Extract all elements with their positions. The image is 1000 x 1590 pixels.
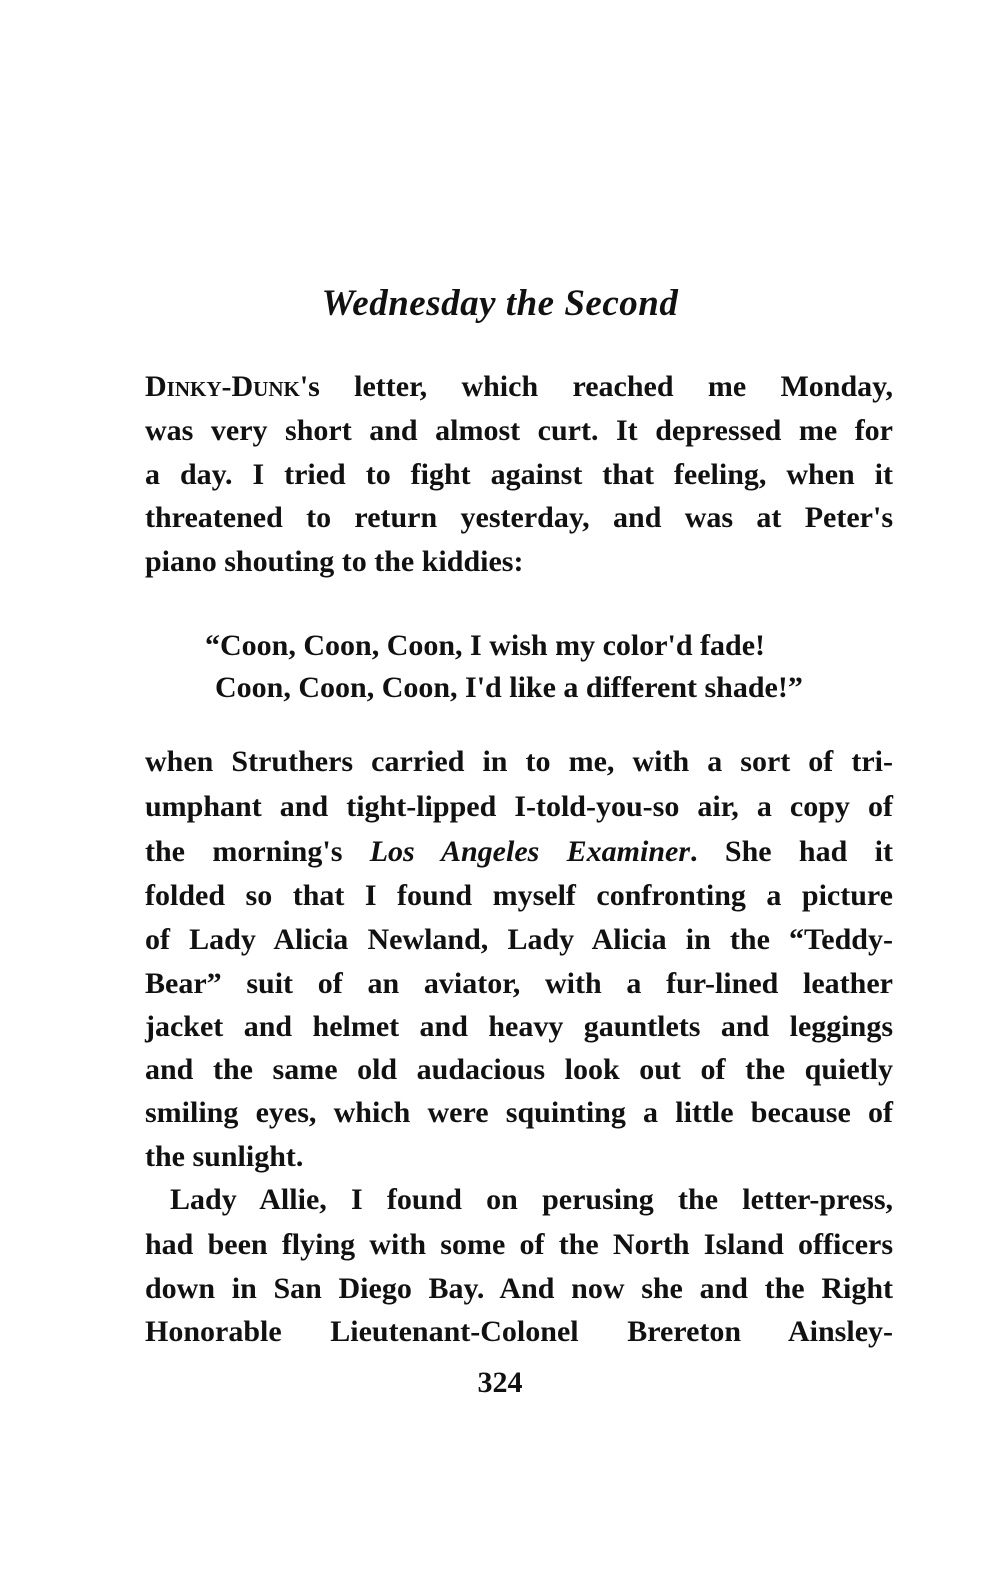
text-line: was very short and almost curt. It depressed me for bbox=[145, 414, 893, 447]
newspaper-title: Los Angeles Examiner bbox=[369, 835, 691, 868]
text-line: jacket and helmet and heavy gauntlets and leggings bbox=[145, 1010, 893, 1043]
text-line bbox=[145, 834, 893, 870]
text-fragment: the morning's bbox=[145, 835, 370, 868]
name-small-caps: Dinky-Dunk bbox=[145, 370, 300, 403]
text-fragment: 's letter, which reached me Monday, bbox=[299, 370, 893, 403]
text-line: the sunlight. bbox=[145, 1140, 304, 1173]
page-number: 324 bbox=[477, 1366, 523, 1399]
text-line: of Lady Alicia Newland, Lady Alicia in the “Teddy- bbox=[145, 923, 893, 956]
text-line: threatened to return yesterday, and was at Peter's bbox=[145, 501, 893, 534]
verse-line: “Coon, Coon, Coon, I wish my color'd fade! bbox=[205, 629, 766, 662]
text-line bbox=[145, 369, 893, 405]
text-line: a day. I tried to fight against that feeling, when it bbox=[145, 458, 893, 491]
text-fragment: . She had it bbox=[690, 835, 893, 868]
text-line: when Struthers carried in to me, with a sort of tri- bbox=[145, 745, 893, 778]
verse-line: Coon, Coon, Coon, I'd like a different shade!” bbox=[215, 671, 803, 704]
text-line: Bear” suit of an aviator, with a fur-lined leather bbox=[145, 967, 893, 1000]
text-line: piano shouting to the kiddies: bbox=[145, 545, 524, 578]
text-line: Lady Allie, I found on perusing the letter-press, bbox=[170, 1183, 893, 1216]
chapter-heading: Wednesday the Second bbox=[321, 283, 679, 324]
text-line: down in San Diego Bay. And now she and the Right bbox=[145, 1272, 893, 1305]
text-line: and the same old audacious look out of the quietly bbox=[145, 1053, 893, 1086]
text-line: had been flying with some of the North Island officers bbox=[145, 1228, 893, 1261]
text-line: umphant and tight-lipped I-told-you-so air, a copy of bbox=[145, 790, 893, 823]
text-line: folded so that I found myself confronting a picture bbox=[145, 879, 893, 912]
text-line: Honorable Lieutenant-Colonel Brereton Ainsley- bbox=[145, 1315, 893, 1348]
text-line: smiling eyes, which were squinting a little because of bbox=[145, 1096, 893, 1129]
